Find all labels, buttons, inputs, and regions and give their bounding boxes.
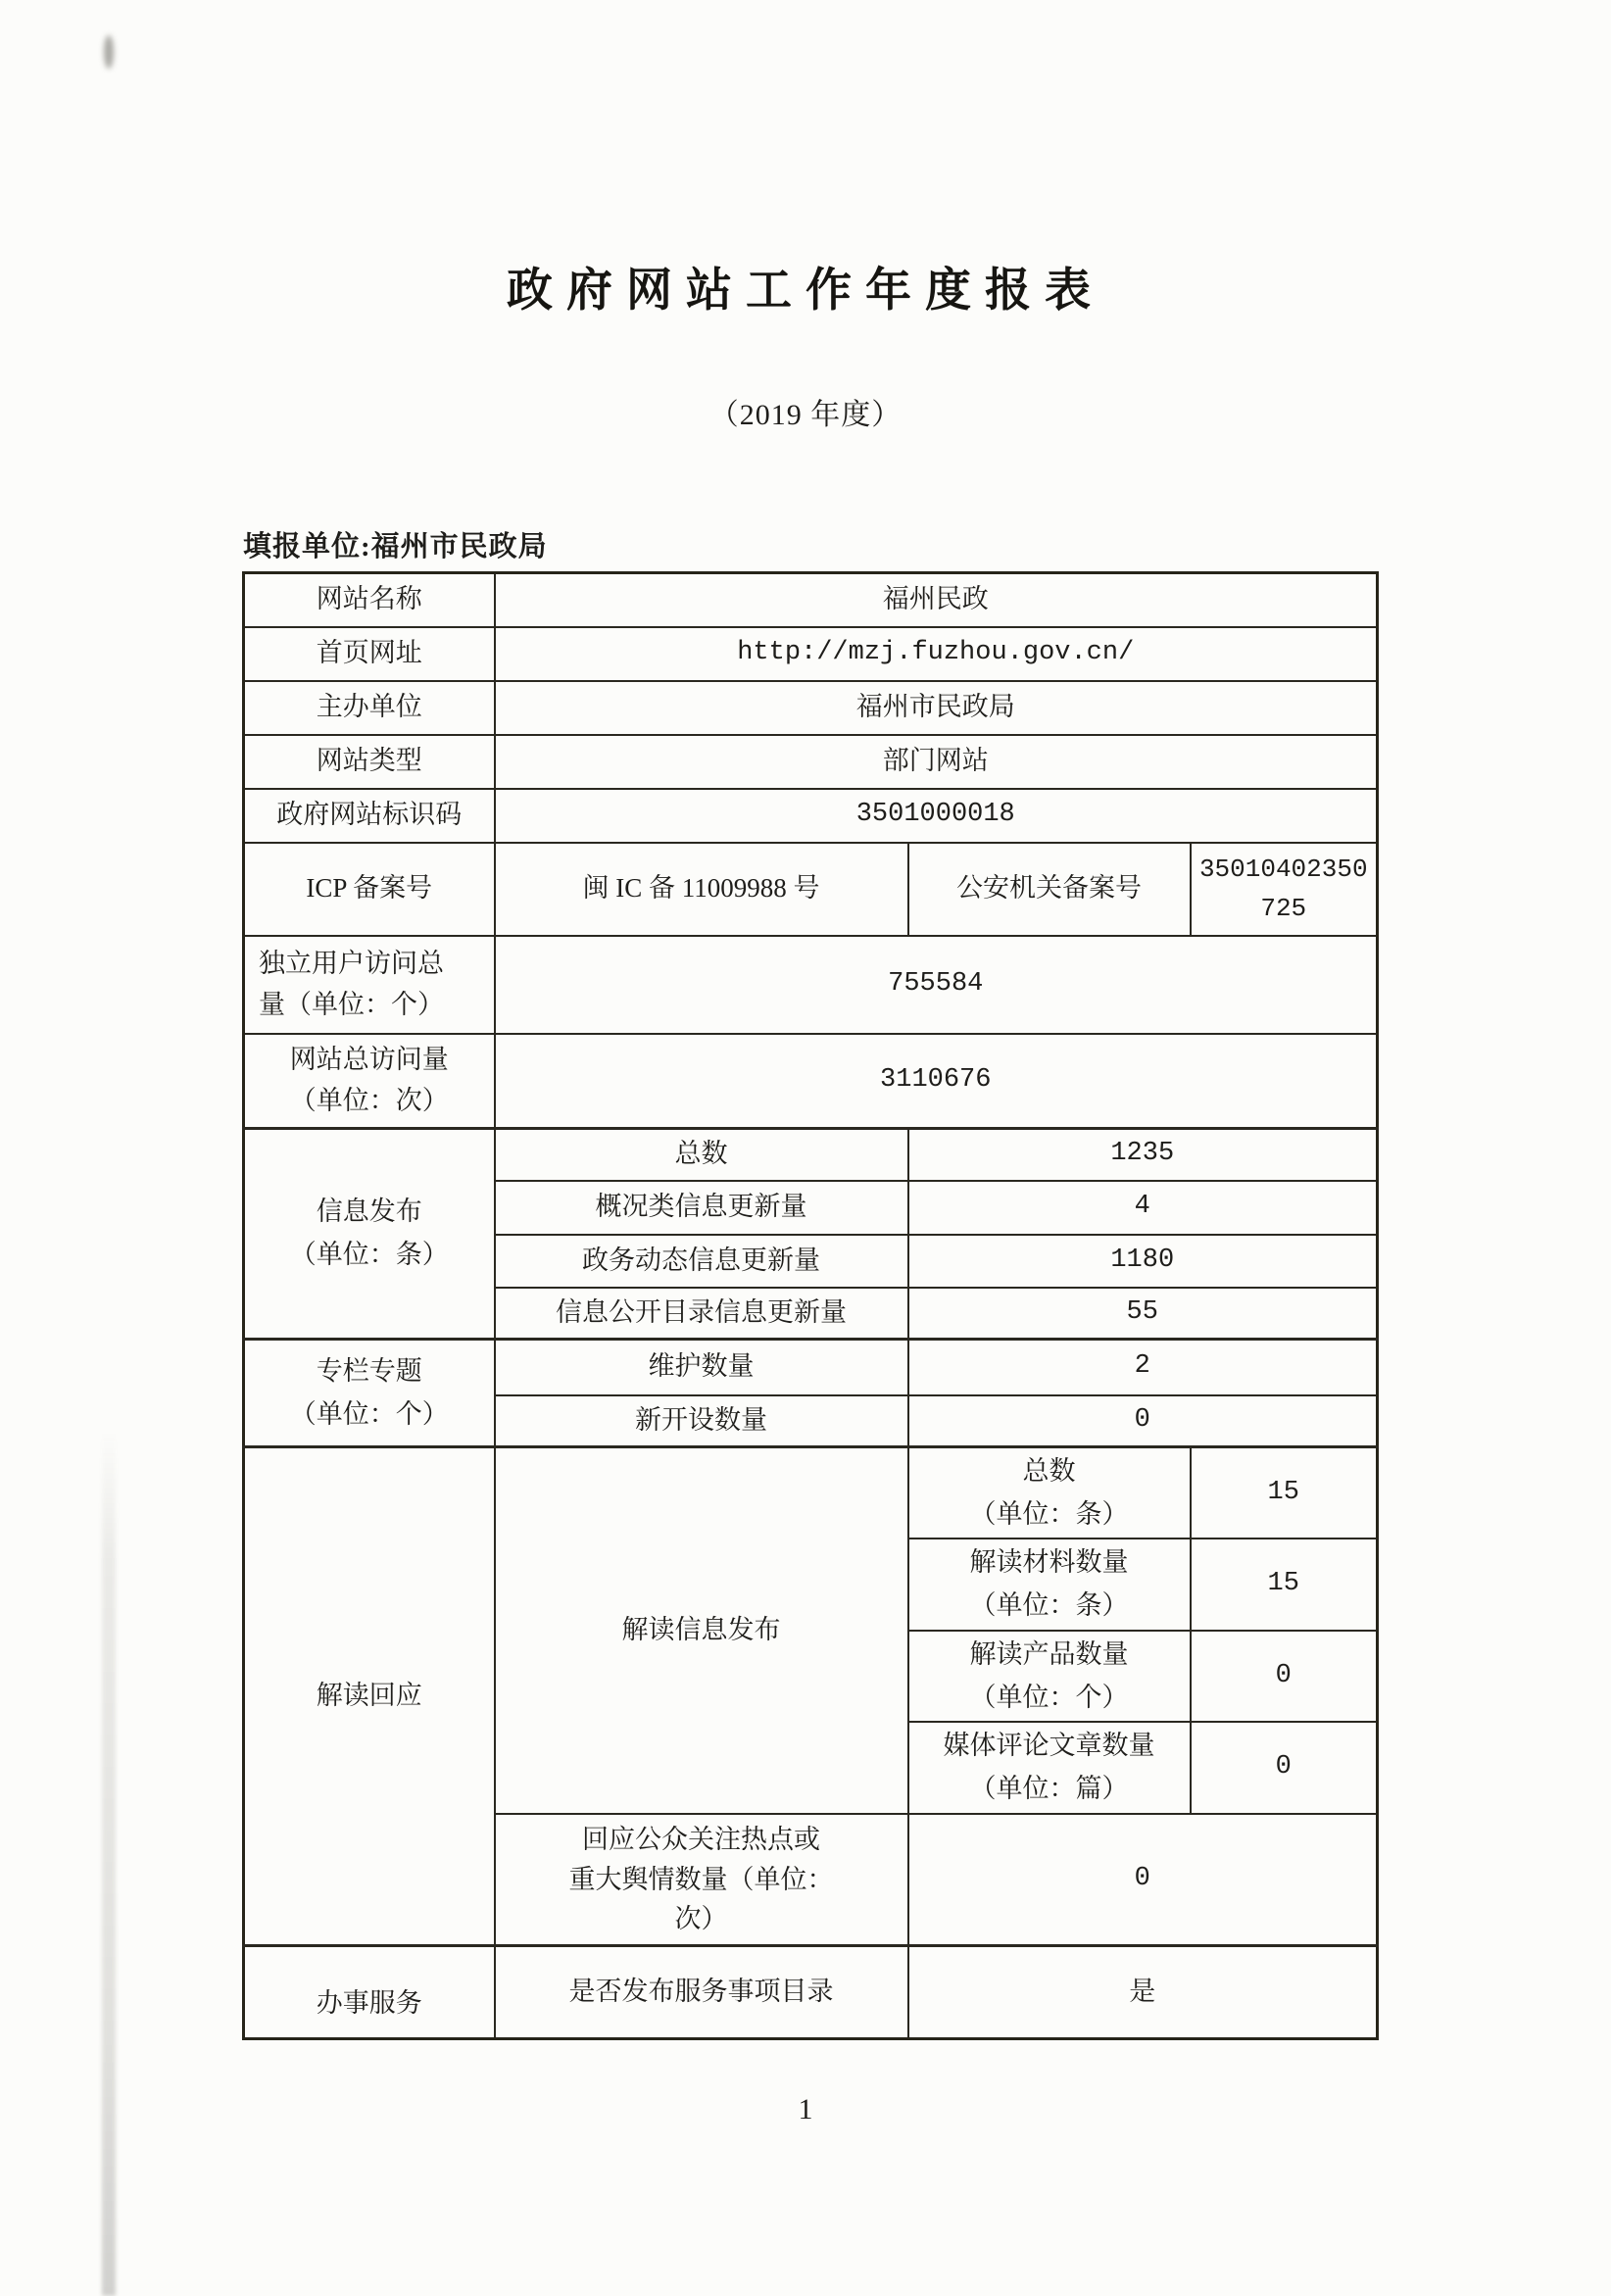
row-unique-visitors xyxy=(244,936,1378,1034)
total-visits-value: 3110676 xyxy=(495,1034,1378,1129)
info-publish-item-value: 1235 xyxy=(908,1129,1378,1181)
site-name-value: 福州民政 xyxy=(495,573,1378,627)
scan-edge-artifact xyxy=(102,1431,116,2296)
site-type-label: 网站类型 xyxy=(244,735,495,789)
row-site-name xyxy=(244,573,1378,627)
interpretation-section-label: 解读回应 xyxy=(244,1447,495,1946)
icp-label: ICP 备案号 xyxy=(244,843,495,936)
row-interpret-total xyxy=(244,1447,1378,1539)
site-type-value: 部门网站 xyxy=(495,735,1378,789)
police-filing-value xyxy=(1191,843,1378,936)
sponsor-label: 主办单位 xyxy=(244,681,495,735)
interpretation-item-value: 0 xyxy=(1191,1631,1378,1722)
hotspot-response-value: 0 xyxy=(908,1814,1378,1946)
row-topics-maintained xyxy=(244,1340,1378,1395)
page-number: 1 xyxy=(798,2093,813,2125)
interpretation-publish-label: 解读信息发布 xyxy=(495,1447,908,1814)
total-visits-label: 网站总访问量 （单位：次） xyxy=(244,1034,495,1129)
site-name-label: 网站名称 xyxy=(244,573,495,627)
services-item-value: 是 xyxy=(908,1946,1378,2039)
services-item-label: 是否发布服务事项目录 xyxy=(495,1946,908,2039)
site-code-value: 3501000018 xyxy=(495,789,1378,843)
police-filing-label: 公安机关备案号 xyxy=(908,843,1191,936)
row-total-visits xyxy=(244,1034,1378,1129)
page-title: 政府网站工作年度报表 xyxy=(507,266,1104,317)
info-publish-item-label: 信息公开目录信息更新量 xyxy=(495,1288,908,1340)
scan-speck-artifact xyxy=(104,35,114,69)
unique-visitors-value: 755584 xyxy=(495,936,1378,1034)
row-icp xyxy=(244,843,1378,936)
interpretation-item-value: 0 xyxy=(1191,1722,1378,1813)
info-publish-item-value: 1180 xyxy=(908,1235,1378,1288)
info-publish-section-label: 信息发布 （单位：条） xyxy=(244,1129,495,1340)
police-filing-value-line2: 725 xyxy=(1260,894,1307,923)
row-home-url xyxy=(244,627,1378,681)
interpretation-item-label: 媒体评论文章数量 （单位：篇） xyxy=(908,1722,1191,1813)
interpretation-item-value: 15 xyxy=(1191,1539,1378,1630)
home-url-value: http://mzj.fuzhou.gov.cn/ xyxy=(495,627,1378,681)
topics-item-value: 0 xyxy=(908,1395,1378,1447)
icp-value: 闽 IC 备 11009988 号 xyxy=(495,843,908,936)
row-services-directory xyxy=(244,1946,1378,2039)
unique-visitors-label: 独立用户访问总 量（单位：个） xyxy=(244,936,495,1034)
topics-item-label: 新开设数量 xyxy=(495,1395,908,1447)
sponsor-value: 福州市民政局 xyxy=(495,681,1378,735)
site-code-label: 政府网站标识码 xyxy=(244,789,495,843)
row-sponsor xyxy=(244,681,1378,735)
report-table xyxy=(242,571,1379,2040)
info-publish-item-label: 概况类信息更新量 xyxy=(495,1181,908,1235)
row-info-publish-total xyxy=(244,1129,1378,1181)
page-subtitle: （2019 年度） xyxy=(708,399,903,431)
topics-item-label: 维护数量 xyxy=(495,1340,908,1395)
row-site-code xyxy=(244,789,1378,843)
home-url-label: 首页网址 xyxy=(244,627,495,681)
police-filing-value-line1: 35010402350 xyxy=(1198,854,1368,884)
info-publish-item-label: 总数 xyxy=(495,1129,908,1181)
row-site-type xyxy=(244,735,1378,789)
info-publish-item-label: 政务动态信息更新量 xyxy=(495,1235,908,1288)
interpretation-item-label: 解读材料数量 （单位：条） xyxy=(908,1539,1191,1630)
interpretation-item-label: 解读产品数量 （单位：个） xyxy=(908,1631,1191,1722)
reporting-unit: 填报单位:福州市民政局 xyxy=(243,531,548,562)
hotspot-response-label: 回应公众关注热点或 重大舆情数量（单位： 次） xyxy=(495,1814,908,1946)
info-publish-item-value: 55 xyxy=(908,1288,1378,1340)
interpretation-item-label: 总数 （单位：条） xyxy=(908,1447,1191,1539)
interpretation-item-value: 15 xyxy=(1191,1447,1378,1539)
services-section-label: 办事服务 xyxy=(244,1946,495,2039)
topics-section-label: 专栏专题 （单位：个） xyxy=(244,1340,495,1447)
info-publish-item-value: 4 xyxy=(908,1181,1378,1235)
topics-item-value: 2 xyxy=(908,1340,1378,1395)
